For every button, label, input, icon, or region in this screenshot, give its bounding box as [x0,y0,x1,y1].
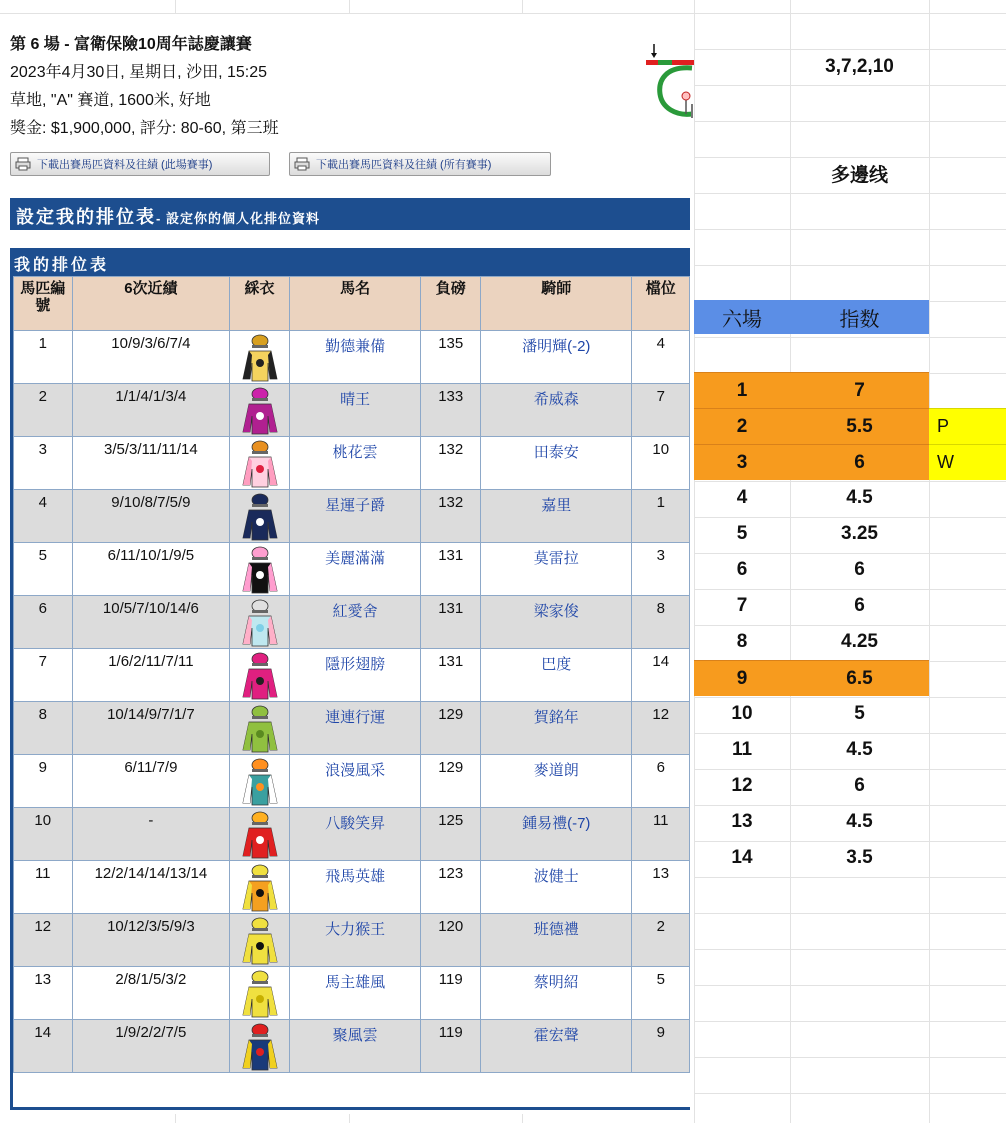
weight-cell: 131 [421,543,481,596]
jockey-silk-icon [237,598,283,648]
horse-name-cell[interactable]: 美麗滿滿 [289,543,421,596]
download-this-race-button[interactable] [10,152,270,176]
recent-form-cell: 1/1/4/1/3/4 [72,384,230,437]
weight-cell: 132 [421,490,481,543]
set-my-table-title: 設定我的排位表 [16,207,156,227]
header-horse-name[interactable]: 馬名 [289,277,421,331]
race-number-cell[interactable]: 9 [694,660,790,696]
draw-cell: 5 [632,967,690,1020]
horse-number-cell: 7 [14,649,73,702]
header-recent-form[interactable]: 6次近績 [72,277,230,331]
horse-number-cell: 2 [14,384,73,437]
weight-cell: 120 [421,914,481,967]
jockey-cell[interactable]: 賀銘年 [481,702,632,755]
jockey-cell[interactable]: 莫雷拉 [481,543,632,596]
index-value-cell[interactable]: 4.5 [846,739,873,760]
recent-form-cell: 10/5/7/10/14/6 [72,596,230,649]
silk-cell [230,437,290,490]
jockey-cell[interactable]: 潘明輝(-2) [481,331,632,384]
jockey-silk-icon [237,439,283,489]
index-value-cell[interactable]: 4.5 [846,487,873,508]
jockey-silk-icon [237,810,283,860]
horse-number-cell: 13 [14,967,73,1020]
weight-cell: 123 [421,861,481,914]
index-value-cell[interactable]: 6.5 [790,660,929,696]
jockey-cell[interactable]: 麥道朗 [481,755,632,808]
printer-icon [294,157,310,171]
tag-cell[interactable]: P [929,408,1006,444]
weight-cell: 119 [421,967,481,1020]
draw-cell: 4 [632,331,690,384]
jockey-cell[interactable]: 希威森 [481,384,632,437]
race-number-cell[interactable]: 8 [736,631,748,652]
jockey-silk-icon [237,492,283,542]
horse-name-cell[interactable]: 晴王 [289,384,421,437]
race-number-header-cell[interactable]: 六場 [694,300,790,334]
grid-column-line [929,0,930,1123]
horse-name-cell[interactable]: 大力猴王 [289,914,421,967]
jockey-silk-icon [237,757,283,807]
jockey-silk-icon [237,863,283,913]
horse-number-cell: 3 [14,437,73,490]
index-value-cell[interactable]: 5.5 [790,408,929,444]
multi-bet-cell[interactable]: 多邊线 [830,164,888,186]
table-row[interactable] [14,543,690,596]
draw-cell: 2 [632,914,690,967]
index-value-cell[interactable]: 4.5 [846,811,873,832]
silk-cell [230,967,290,1020]
race-card-panel [0,14,694,1114]
weight-cell: 131 [421,649,481,702]
weight-cell: 132 [421,437,481,490]
jockey-cell[interactable]: 梁家俊 [481,596,632,649]
recent-form-cell: 1/9/2/2/7/5 [72,1020,230,1073]
index-header-cell[interactable]: 指数 [790,300,929,334]
jockey-silk-icon [237,333,283,383]
weight-cell: 125 [421,808,481,861]
horse-name-cell[interactable]: 隱形翅膀 [289,649,421,702]
recent-form-cell: 6/11/7/9 [72,755,230,808]
silk-cell [230,384,290,437]
silk-cell [230,861,290,914]
jockey-cell[interactable]: 班德禮 [481,914,632,967]
index-value-cell[interactable]: 6 [854,775,865,796]
jockey-silk-icon [237,386,283,436]
horse-name-cell[interactable]: 桃花雲 [289,437,421,490]
weight-cell: 119 [421,1020,481,1073]
horse-name-cell[interactable]: 飛馬英雄 [289,861,421,914]
horse-number-cell: 5 [14,543,73,596]
table-row[interactable] [14,808,690,861]
weight-cell: 135 [421,331,481,384]
download-all-races-label: 下載出賽馬匹資料及往績 (所有賽事) [316,159,492,171]
race-prize-info: 獎金: $1,900,000, 評分: 80-60, 第三班 [10,120,279,137]
table-row[interactable] [14,861,690,914]
recent-form-cell: 10/14/9/7/1/7 [72,702,230,755]
header-draw[interactable]: 檔位 [632,277,690,331]
race-number-cell[interactable]: 1 [694,372,790,408]
draw-cell: 10 [632,437,690,490]
set-my-table-bar[interactable] [10,198,690,230]
table-row[interactable] [14,967,690,1020]
starters-table [13,276,690,1073]
index-value-cell[interactable]: 4.25 [841,631,878,652]
jockey-silk-icon [237,916,283,966]
race-number-cell[interactable]: 12 [731,775,753,796]
printer-icon [15,157,31,171]
jockey-cell[interactable]: 巴度 [481,649,632,702]
index-value-cell[interactable]: 6 [854,595,865,616]
horse-name-cell[interactable]: 星運子爵 [289,490,421,543]
table-row[interactable] [14,437,690,490]
horse-name-cell[interactable]: 馬主雄風 [289,967,421,1020]
silk-cell [230,596,290,649]
weight-cell: 129 [421,755,481,808]
recent-form-cell: 3/5/3/11/11/14 [72,437,230,490]
draw-cell: 11 [632,808,690,861]
index-value-cell[interactable]: 5 [854,703,865,724]
race-track-info: 草地, "A" 賽道, 1600米, 好地 [10,92,211,109]
starters-table-container [10,276,690,1110]
recent-form-cell: - [72,808,230,861]
horse-number-cell: 9 [14,755,73,808]
horse-name-cell[interactable]: 浪漫風采 [289,755,421,808]
set-my-table-subtitle: - 設定你的個人化排位資料 [156,211,320,226]
recent-form-cell: 6/11/10/1/9/5 [72,543,230,596]
horse-number-cell: 6 [14,596,73,649]
jockey-cell[interactable]: 霍宏聲 [481,1020,632,1073]
jockey-cell[interactable]: 蔡明紹 [481,967,632,1020]
race-number-cell[interactable]: 5 [736,523,748,544]
header-weight[interactable]: 負磅 [421,277,481,331]
header-jockey[interactable]: 騎師 [481,277,632,331]
weight-cell: 129 [421,702,481,755]
horse-number-cell: 12 [14,914,73,967]
my-table-title-bar [10,248,690,276]
jockey-silk-icon [237,545,283,595]
race-number-cell[interactable]: 10 [731,703,753,724]
draw-cell: 12 [632,702,690,755]
jockey-silk-icon [237,704,283,754]
silk-cell [230,808,290,861]
draw-cell: 14 [632,649,690,702]
race-number-cell[interactable]: 7 [736,595,748,616]
horse-name-cell[interactable]: 紅愛舍 [289,596,421,649]
track-map-icon[interactable] [646,42,694,118]
recent-form-cell: 2/8/1/5/3/2 [72,967,230,1020]
draw-cell: 7 [632,384,690,437]
silk-cell [230,1020,290,1073]
horse-name-cell[interactable]: 八駿笑昇 [289,808,421,861]
draw-cell: 6 [632,755,690,808]
jockey-silk-icon [237,969,283,1019]
race-number-cell[interactable]: 2 [694,408,790,444]
silk-cell [230,649,290,702]
table-row[interactable] [14,702,690,755]
horse-number-cell: 11 [14,861,73,914]
table-row[interactable] [14,755,690,808]
draw-cell: 1 [632,490,690,543]
recent-form-cell: 10/9/3/6/7/4 [72,331,230,384]
horse-name-cell[interactable]: 連連行運 [289,702,421,755]
race-number-cell[interactable]: 3 [694,444,790,480]
table-row[interactable] [14,649,690,702]
silk-cell [230,914,290,967]
jockey-cell[interactable]: 鍾易禮(-7) [481,808,632,861]
race-number-cell[interactable]: 11 [731,739,753,760]
table-row[interactable] [14,1020,690,1073]
tag-cell[interactable]: W [929,444,1006,480]
silk-cell [230,755,290,808]
weight-cell: 131 [421,596,481,649]
recent-form-cell: 9/10/8/7/5/9 [72,490,230,543]
table-row[interactable] [14,331,690,384]
jockey-cell[interactable]: 波健士 [481,861,632,914]
index-value-cell[interactable]: 6 [854,559,865,580]
horse-name-cell[interactable]: 聚風雲 [289,1020,421,1073]
horse-name-cell[interactable]: 勤德兼備 [289,331,421,384]
index-value-cell[interactable]: 7 [790,372,929,408]
index-value-cell[interactable]: 3.5 [846,847,873,868]
recent-form-cell: 12/2/14/14/13/14 [72,861,230,914]
download-all-races-button[interactable] [289,152,551,176]
race-date-venue: 2023年4月30日, 星期日, 沙田, 15:25 [10,64,268,81]
jockey-cell[interactable]: 嘉里 [481,490,632,543]
jockey-silk-icon [237,1022,283,1072]
table-row[interactable] [14,914,690,967]
race-number-cell[interactable]: 6 [736,559,748,580]
recent-form-cell: 1/6/2/11/7/11 [72,649,230,702]
jockey-cell[interactable]: 田泰安 [481,437,632,490]
silk-cell [230,543,290,596]
silk-cell [230,490,290,543]
combo-cell[interactable]: 3,7,2,10 [825,56,894,77]
race-number-cell[interactable]: 4 [736,487,748,508]
horse-number-cell: 8 [14,702,73,755]
weight-cell: 133 [421,384,481,437]
table-header-row [14,277,690,331]
jockey-silk-icon [237,651,283,701]
race-number-cell[interactable]: 13 [731,811,753,832]
recent-form-cell: 10/12/3/5/9/3 [72,914,230,967]
race-title: 第 6 場 - 富衛保險10周年誌慶讓賽 [10,36,252,53]
header-silks[interactable]: 綵衣 [230,277,290,331]
silk-cell [230,331,290,384]
header-horse-no[interactable]: 馬匹編號 [14,277,73,331]
index-value-cell[interactable]: 6 [790,444,929,480]
silk-cell [230,702,290,755]
horse-number-cell: 14 [14,1020,73,1073]
draw-cell: 8 [632,596,690,649]
table-row[interactable] [14,384,690,437]
table-row[interactable] [14,596,690,649]
race-number-cell[interactable]: 14 [731,847,753,868]
horse-number-cell: 1 [14,331,73,384]
table-row[interactable] [14,490,690,543]
draw-cell: 9 [632,1020,690,1073]
horse-number-cell: 4 [14,490,73,543]
draw-cell: 13 [632,861,690,914]
draw-cell: 3 [632,543,690,596]
my-table-title: 我的排位表 [14,257,110,274]
download-this-race-label: 下載出賽馬匹資料及往績 (此場賽事) [37,159,213,171]
index-value-cell[interactable]: 3.25 [841,523,878,544]
horse-number-cell: 10 [14,808,73,861]
